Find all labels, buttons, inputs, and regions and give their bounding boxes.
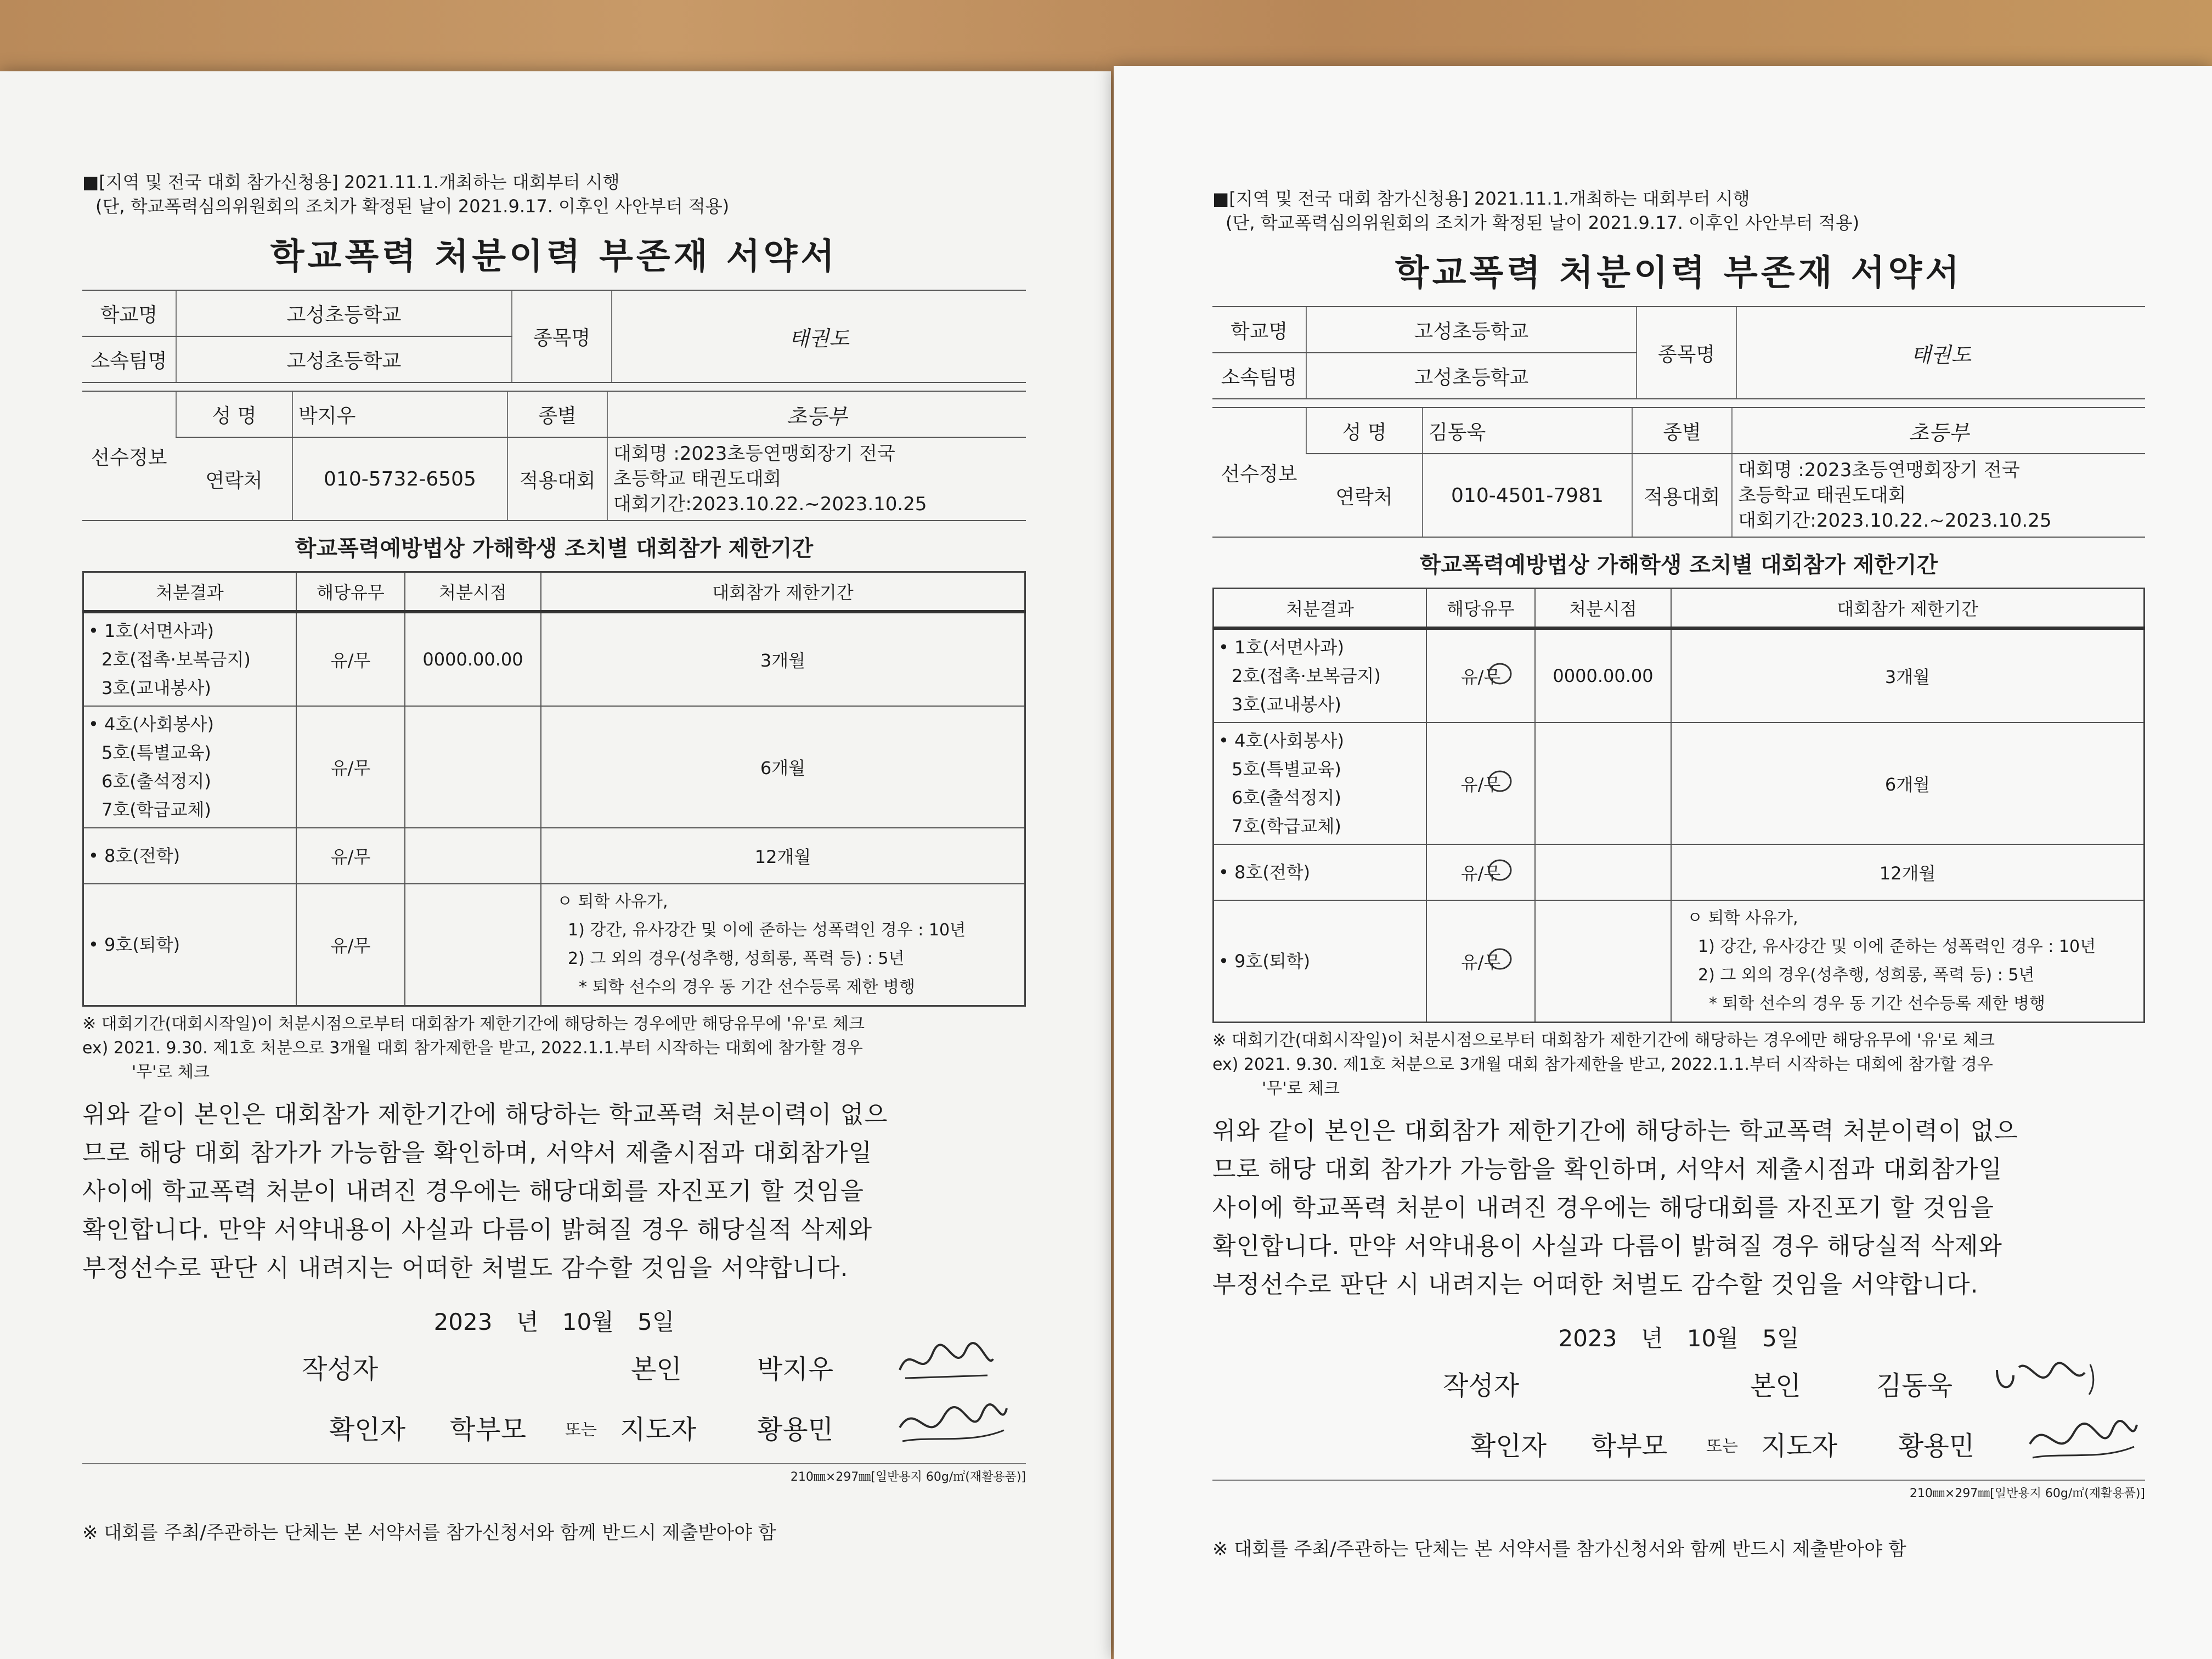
code-item: • 9호(퇴학) — [1218, 947, 1421, 975]
notice-line-1: ■[지역 및 전국 대회 참가신청용] 2021.11.1.개최하는 대회부터 시행 — [82, 172, 620, 193]
event-value: 태권도 — [612, 290, 1026, 382]
yumu-cell — [1426, 844, 1535, 900]
writer-label: 작성자 — [1443, 1370, 1520, 1401]
parent-label: 학부모 — [1591, 1431, 1668, 1462]
notice-line-1: ■[지역 및 전국 대회 참가신청용] 2021.11.1.개최하는 대회부터 시행 — [1212, 188, 1750, 209]
restriction-subtitle: 학교폭력예방법상 가해학생 조치별 대회참가 제한기간 — [295, 536, 814, 561]
coach-name: 황용민 — [757, 1414, 834, 1445]
pledge-form-right — [1114, 66, 2212, 1659]
comp-name: 대회명 :2023초등연맹회장기 전국 — [1738, 459, 2020, 481]
date-year: 2023 — [433, 1308, 493, 1335]
table-row — [1214, 900, 2145, 1023]
applied-comp-label: 적용대회 — [507, 437, 607, 521]
form-title: 학교폭력 처분이력 부존재 서약서 — [270, 236, 838, 277]
pledge-date — [82, 1304, 1026, 1337]
name-value: 박지우 — [292, 391, 507, 437]
period-cell: 3개월 — [1671, 628, 2145, 723]
writer-name: 김동욱 — [1876, 1370, 1953, 1401]
col-period: 대회참가 제한기간 — [1671, 589, 2145, 629]
codes-cell — [83, 612, 297, 706]
code-item: 6호(출석정지) — [1232, 787, 1341, 808]
info-table — [1212, 306, 2145, 399]
coach-label: 지도자 — [620, 1414, 697, 1445]
comp-info — [1732, 454, 2145, 537]
detail-line: * 퇴학 선수의 경우 동 기간 선수등록 제한 병행 — [1709, 994, 2045, 1013]
paper-spec: 210㎜×297㎜[일반용지 60g/㎡(재활용품)] — [1212, 1480, 2145, 1501]
codes-cell — [83, 828, 297, 884]
yumu-cell: 유/무 — [296, 612, 405, 706]
event-value: 태권도 — [1736, 307, 2145, 399]
comp-period: 대회기간:2023.10.22.~2023.10.25 — [1738, 510, 2052, 532]
gender-label: 종별 — [507, 391, 607, 437]
code-item: 6호(출석정지) — [101, 771, 211, 792]
restriction-subtitle: 학교폭력예방법상 가해학생 조치별 대회참가 제한기간 — [1419, 552, 1938, 578]
circle-mark — [1486, 660, 1514, 687]
date-day: 5일 — [1762, 1325, 1799, 1352]
event-label: 종목명 — [512, 290, 612, 382]
period-cell: 6개월 — [1671, 723, 2145, 844]
col-applicable: 해당유무 — [296, 572, 405, 612]
phone-value: 010-4501-7981 — [1423, 454, 1632, 537]
circle-mark — [1486, 856, 1514, 884]
footnote-2: ex) 2021. 9.30. 제1호 처분으로 3개월 대회 참가제한을 받고, 2022.1.1.부터 시작하는 대회에 참가할 경우 — [82, 1039, 863, 1058]
circle-mark — [1486, 945, 1514, 973]
pledge-text — [82, 1096, 1026, 1288]
yumu-cell — [1426, 900, 1535, 1023]
date-year-unit: 년 — [1640, 1325, 1663, 1352]
name-label: 성 명 — [176, 391, 292, 437]
date-year: 2023 — [1558, 1325, 1617, 1352]
date-month: 10월 — [562, 1308, 614, 1335]
col-period: 대회참가 제한기간 — [541, 572, 1025, 612]
detail-line: 1) 강간, 유사강간 및 이에 준하는 성폭력인 경우 : 10년 — [1698, 937, 2096, 956]
writer-name: 박지우 — [757, 1354, 834, 1385]
col-date: 처분시점 — [405, 572, 541, 612]
disciplinary-table — [82, 571, 1026, 1007]
pledge-line: 부정선수로 판단 시 내려지는 어떠한 처벌도 감수할 것임을 서약합니다. — [1212, 1271, 1979, 1299]
coach-signature — [894, 1397, 1009, 1452]
codes-cell — [1214, 723, 1427, 844]
codes-cell — [83, 706, 297, 828]
pledge-line: 위와 같이 본인은 대회참가 제한기간에 해당하는 학교폭력 처분이력이 없으 — [1212, 1117, 2018, 1145]
team-label: 소속팀명 — [1212, 353, 1306, 399]
contact-label: 연락처 — [1306, 454, 1423, 537]
writer-row — [302, 1348, 1026, 1397]
period-detail-cell — [1671, 900, 2145, 1023]
date-cell — [405, 706, 541, 828]
date-cell — [405, 884, 541, 1006]
date-day: 5일 — [637, 1308, 675, 1335]
confirmer-label: 확인자 — [329, 1414, 406, 1445]
gender-label: 종별 — [1632, 408, 1732, 454]
pledge-date — [1212, 1321, 2145, 1353]
codes-cell — [1214, 844, 1427, 900]
yumu-text: 유/무 — [1460, 667, 1501, 687]
code-item: • 1호(서면사과) — [1218, 633, 1421, 662]
event-label: 종목명 — [1637, 307, 1736, 399]
code-item: 3호(교내봉사) — [101, 678, 211, 698]
yumu-cell: 유/무 — [296, 828, 405, 884]
code-item: • 1호(서면사과) — [88, 617, 291, 645]
school-label: 학교명 — [1212, 307, 1306, 353]
player-table — [82, 391, 1026, 521]
period-cell: 12개월 — [1671, 844, 2145, 900]
codes-cell — [1214, 900, 1427, 1023]
disciplinary-table — [1212, 588, 2145, 1023]
table-row — [1214, 723, 2145, 844]
detail-line: 1) 강간, 유사강간 및 이에 준하는 성폭력인 경우 : 10년 — [568, 921, 966, 940]
period-cell: 6개월 — [541, 706, 1025, 828]
school-label: 학교명 — [82, 290, 176, 336]
confirmer-row — [1470, 1425, 2145, 1474]
pledge-line: 부정선수로 판단 시 내려지는 어떠한 처벌도 감수할 것임을 서약합니다. — [82, 1254, 849, 1282]
date-cell — [405, 828, 541, 884]
period-cell: 3개월 — [541, 612, 1025, 706]
writer-label: 작성자 — [302, 1354, 379, 1385]
pledge-form-left — [0, 71, 1111, 1659]
code-item: • 9호(퇴학) — [88, 930, 291, 959]
comp-name-2: 초등학교 태권도대회 — [613, 468, 782, 490]
writer-row — [1443, 1364, 2145, 1414]
pledge-line: 확인합니다. 만약 서약내용이 사실과 다름이 밝혀질 경우 해당실적 삭제와 — [82, 1216, 872, 1244]
team-value: 고성초등학교 — [176, 336, 512, 382]
date-month: 10월 — [1686, 1325, 1739, 1352]
code-item: • 8호(전학) — [1218, 858, 1421, 887]
self-label: 본인 — [1750, 1370, 1801, 1401]
table-row — [83, 828, 1025, 884]
school-value: 고성초등학교 — [176, 290, 512, 336]
footnote-2: ex) 2021. 9.30. 제1호 처분으로 3개월 대회 참가제한을 받고, 2022.1.1.부터 시작하는 대회에 참가할 경우 — [1212, 1055, 1993, 1074]
confirmer-label: 확인자 — [1470, 1431, 1547, 1462]
applied-comp-label: 적용대회 — [1632, 454, 1732, 537]
form-title: 학교폭력 처분이력 부존재 서약서 — [1395, 253, 1963, 294]
comp-info — [607, 437, 1026, 521]
team-value: 고성초등학교 — [1306, 353, 1637, 399]
date-cell: 0000.00.00 — [405, 612, 541, 706]
yumu-text: 유/무 — [1460, 863, 1501, 884]
comp-name: 대회명 :2023초등연맹회장기 전국 — [613, 443, 895, 465]
name-label: 성 명 — [1306, 408, 1423, 454]
detail-line: * 퇴학 선수의 경우 동 기간 선수등록 제한 병행 — [579, 978, 915, 997]
code-item: • 4호(사회봉사) — [1218, 726, 1421, 755]
coach-label: 지도자 — [1761, 1431, 1838, 1462]
pledge-line: 위와 같이 본인은 대회참가 제한기간에 해당하는 학교폭력 처분이력이 없으 — [82, 1101, 888, 1128]
or-label: 또는 — [565, 1420, 597, 1440]
yumu-checked — [1461, 663, 1501, 689]
code-item: • 4호(사회봉사) — [88, 710, 291, 738]
detail-line: 2) 그 외의 경우(성추행, 성희롱, 폭력 등) : 5년 — [1698, 966, 2035, 985]
col-result: 처분결과 — [83, 572, 297, 612]
table-row — [83, 612, 1025, 706]
name-value: 김동욱 — [1423, 408, 1632, 454]
gender-value: 초등부 — [1732, 408, 2145, 454]
pledge-line: 확인합니다. 만약 서약내용이 사실과 다름이 밝혀질 경우 해당실적 삭제와 — [1212, 1232, 2002, 1260]
detail-line: ㅇ 퇴학 사유가, — [557, 892, 668, 911]
self-label: 본인 — [631, 1354, 682, 1385]
codes-cell — [1214, 628, 1427, 723]
comp-name-2: 초등학교 태권도대회 — [1738, 484, 1906, 506]
date-cell — [1535, 844, 1671, 900]
form-content-left — [82, 170, 1026, 1544]
date-year-unit: 년 — [516, 1308, 539, 1335]
code-item: 5호(특별교육) — [1232, 759, 1341, 780]
table-row — [83, 884, 1025, 1006]
form-content-right — [1212, 187, 2145, 1561]
yumu-cell: 유/무 — [296, 884, 405, 1006]
code-item: 7호(학급교체) — [1232, 816, 1341, 837]
coach-signature — [2024, 1414, 2140, 1469]
pledge-line: 므로 해당 대회 참가가 가능함을 확인하며, 서약서 제출시점과 대회참가일 — [1212, 1155, 2002, 1183]
team-label: 소속팀명 — [82, 336, 176, 382]
contact-label: 연락처 — [176, 437, 292, 521]
table-row — [83, 706, 1025, 828]
circle-mark — [1486, 768, 1514, 795]
code-item: 2호(접촉·보복금지) — [101, 649, 251, 670]
detail-line: 2) 그 외의 경우(성추행, 성희롱, 폭력 등) : 5년 — [568, 949, 905, 968]
col-result: 처분결과 — [1214, 589, 1427, 629]
coach-name: 황용민 — [1898, 1431, 1975, 1462]
or-label: 또는 — [1706, 1437, 1738, 1456]
yumu-cell: 유/무 — [296, 706, 405, 828]
footnote-3: '무'로 체크 — [1262, 1079, 1340, 1098]
yumu-checked — [1461, 949, 1501, 974]
notice-line-2: (단, 학교폭력심의위원회의 조치가 확정된 날이 2021.9.17. 이후인 사안부터 적용) — [1226, 212, 1860, 233]
writer-signature — [894, 1337, 998, 1386]
code-item: 5호(특별교육) — [101, 742, 211, 763]
yumu-checked — [1461, 860, 1501, 885]
codes-cell — [83, 884, 297, 1006]
date-cell — [1535, 900, 1671, 1023]
col-date: 처분시점 — [1535, 589, 1671, 629]
gender-value: 초등부 — [607, 391, 1026, 437]
yumu-cell — [1426, 723, 1535, 844]
yumu-text: 유/무 — [1460, 774, 1501, 795]
bottom-note: ※ 대회를 주최/주관하는 단체는 본 서약서를 참가신청서와 함께 반드시 제출받아야 함 — [1212, 1538, 1906, 1560]
pledge-line: 므로 해당 대회 참가가 가능함을 확인하며, 서약서 제출시점과 대회참가일 — [82, 1139, 872, 1167]
player-info-label: 선수정보 — [1212, 408, 1306, 537]
date-cell — [1535, 723, 1671, 844]
writer-signature — [1991, 1353, 2096, 1403]
table-row — [1214, 628, 2145, 723]
pledge-line: 사이에 학교폭력 처분이 내려진 경우에는 해당대회를 자진포기 할 것임을 — [1212, 1194, 1995, 1222]
footnote-1: ※ 대회기간(대회시작일)이 처분시점으로부터 대회참가 제한기간에 해당하는 경우에만 해당유무에 '유'로 체크 — [82, 1014, 865, 1034]
period-cell: 12개월 — [541, 828, 1025, 884]
date-cell: 0000.00.00 — [1535, 628, 1671, 723]
code-item: 2호(접촉·보복금지) — [1232, 665, 1381, 686]
confirmer-row — [329, 1408, 1026, 1458]
school-value: 고성초등학교 — [1306, 307, 1637, 353]
period-detail-cell — [541, 884, 1025, 1006]
comp-period: 대회기간:2023.10.22.~2023.10.25 — [613, 493, 927, 515]
bottom-note: ※ 대회를 주최/주관하는 단체는 본 서약서를 참가신청서와 함께 반드시 제출받아야 함 — [82, 1522, 776, 1544]
yumu-text: 유/무 — [1460, 952, 1501, 973]
code-item: • 8호(전학) — [88, 842, 291, 870]
parent-label: 학부모 — [450, 1414, 527, 1445]
detail-line: ㅇ 퇴학 사유가, — [1687, 909, 1798, 928]
pledge-text — [1212, 1112, 2145, 1304]
table-row — [1214, 844, 2145, 900]
code-item: 3호(교내봉사) — [1232, 694, 1341, 715]
footnote-3: '무'로 체크 — [132, 1063, 210, 1082]
yumu-cell — [1426, 628, 1535, 723]
player-info-label: 선수정보 — [82, 391, 176, 521]
player-table — [1212, 407, 2145, 538]
code-item: 7호(학급교체) — [101, 799, 211, 820]
notice-line-2: (단, 학교폭력심의위원회의 조치가 확정된 날이 2021.9.17. 이후인 사안부터 적용) — [95, 196, 730, 217]
col-applicable: 해당유무 — [1426, 589, 1535, 629]
pledge-line: 사이에 학교폭력 처분이 내려진 경우에는 해당대회를 자진포기 할 것임을 — [82, 1177, 865, 1205]
yumu-checked — [1461, 771, 1501, 796]
paper-spec: 210㎜×297㎜[일반용지 60g/㎡(재활용품)] — [82, 1463, 1026, 1485]
footnote-1: ※ 대회기간(대회시작일)이 처분시점으로부터 대회참가 제한기간에 해당하는 경우에만 해당유무에 '유'로 체크 — [1212, 1031, 1995, 1050]
info-table — [82, 290, 1026, 383]
phone-value: 010-5732-6505 — [292, 437, 507, 521]
